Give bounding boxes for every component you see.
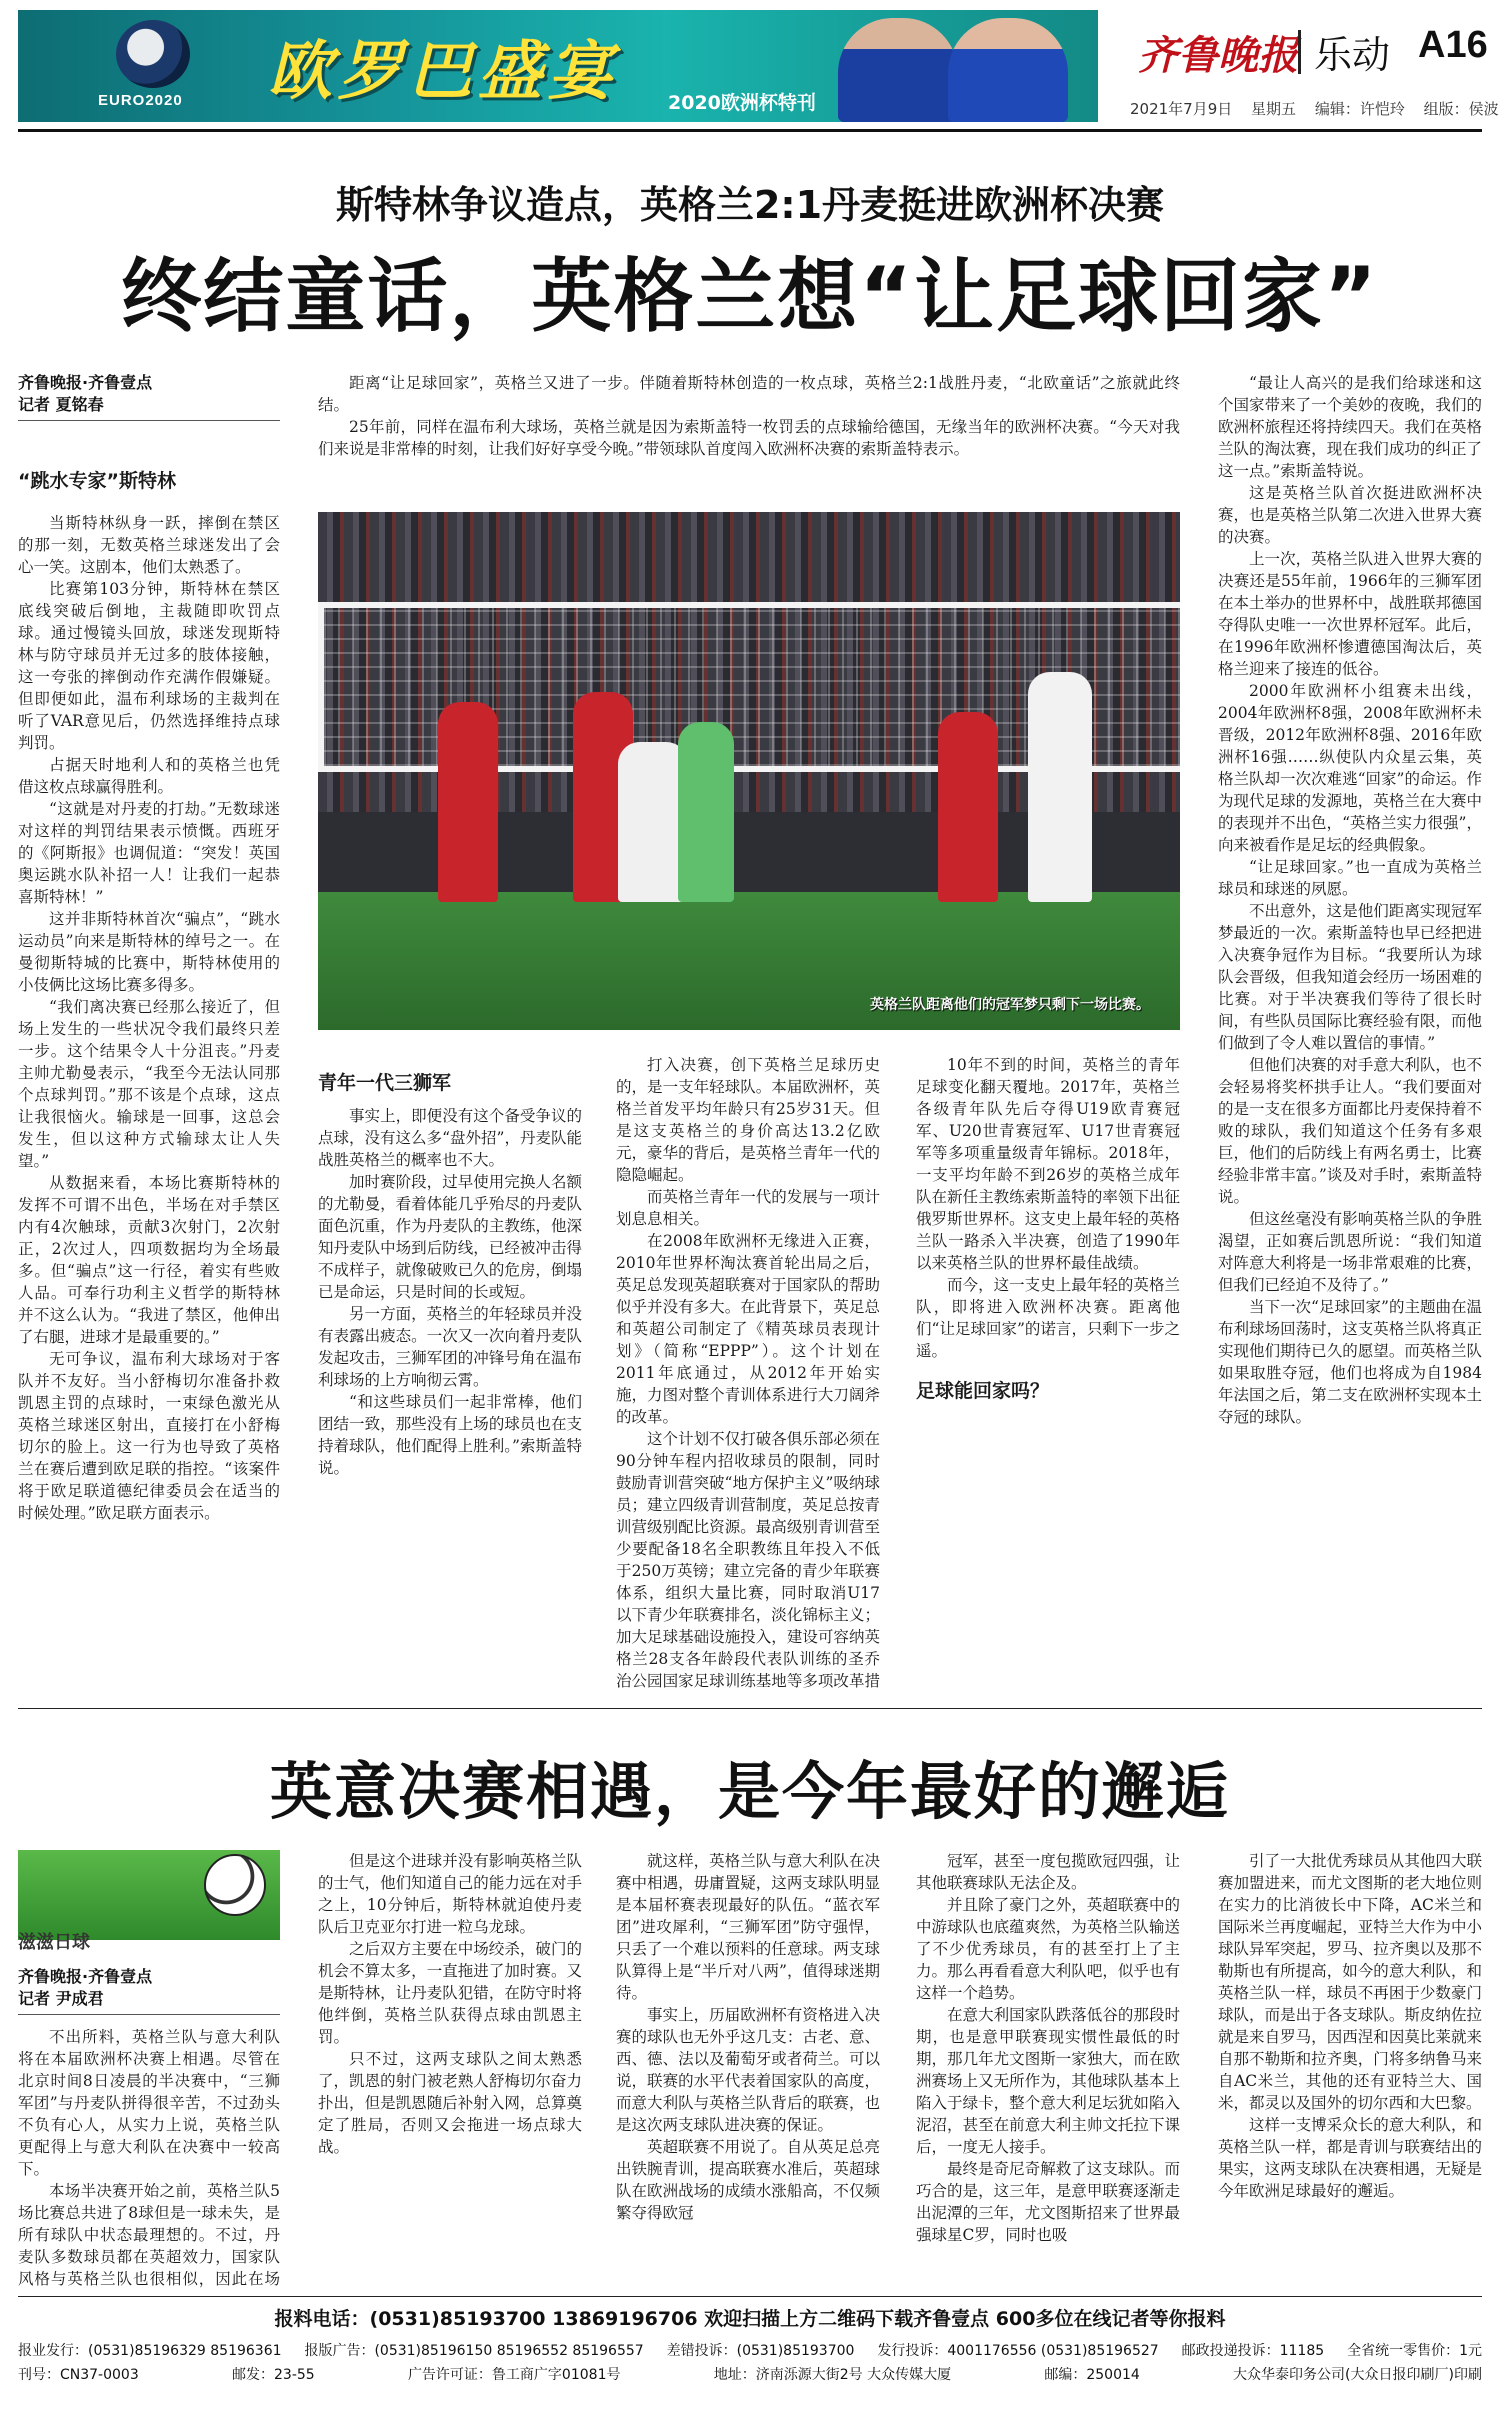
article-column-1 bbox=[18, 512, 280, 1692]
logo-text: EURO2020 bbox=[98, 92, 183, 109]
paragraph: 上一次，英格兰队进入世界大赛的决赛还是55年前，1966年的三狮军团在本土举办的世界杯中，战胜联邦德国夺得队史唯一一次世界杯冠军。此后，在1996年欧洲杯惨遭德国淘汰后，英格兰迎来了接连的低谷。 bbox=[1218, 550, 1482, 678]
paragraph: 这是英格兰队首次挺进欧洲杯决赛，也是英格兰队第二次进入世界大赛的决赛。 bbox=[1218, 484, 1482, 546]
paragraph: 无可争议，温布利大球场对于客队并不友好。当小舒梅切尔准备扑救凯恩主罚的点球时，一束绿色激光从英格兰球迷区射出，直接打在小舒梅切尔的脸上。这一行为也导致了英格兰在赛后遭到欧足联的指控。“该案件将于欧足联道德纪律委员会在适当的时候处理。”欧足联方面表示。 bbox=[18, 1350, 280, 1522]
paragraph: 只不过，这两支球队之间太熟悉了，凯恩的射门被老熟人舒梅切尔奋力扑出，但是凯恩随后补射入网，总算奠定了胜局，否则又会拖进一场点球大战。 bbox=[318, 2050, 582, 2156]
paragraph: 就这样，英格兰队与意大利队在决赛中相遇，毋庸置疑，这两支球队明显是本届杯赛表现最好的队伍。“蓝衣军团”进攻犀利，“三狮军团”防守强悍，只丢了一个难以预料的任意球。两支球队算得上是“半斤对八两”，值得球迷期待。 bbox=[616, 1852, 880, 2002]
photo-caption: 英格兰队距离他们的冠军梦只剩下一场比赛。 bbox=[870, 997, 1150, 1013]
date-line bbox=[1130, 98, 1500, 119]
paragraph: 但这丝毫没有影响英格兰队的争胜渴望，正如赛后凯恩所说：“我们知道对阵意大利将是一场非常艰难的比赛，但我们已经迫不及待了。” bbox=[1218, 1210, 1482, 1294]
player-figure bbox=[938, 712, 998, 902]
page-number: A16 bbox=[1418, 24, 1488, 66]
footer-item: 发行投诉：4001176556 (0531)85196527 bbox=[877, 2343, 1159, 2359]
euro-banner bbox=[18, 10, 1098, 122]
paragraph: 加时赛阶段，过早使用完换人名额的尤勒曼，看着体能几乎殆尽的丹麦队面色沉重，作为丹麦队的主教练，他深知丹麦队中场到后防线，已经被冲击得不成样子，就像破败已久的危房，倒塌已是命运，只是时间的长或短。 bbox=[318, 1173, 582, 1301]
footer-item: 大众华泰印务公司(大众日报印刷厂)印刷 bbox=[1233, 2367, 1482, 2383]
paragraph: 而今，这一支史上最年轻的英格兰队，即将进入欧洲杯决赛。距离他们“让足球回家”的诺言，只剩下一步之遥。 bbox=[916, 1276, 1180, 1360]
paragraph: 当下一次“足球回家”的主题曲在温布利球场回荡时，这支英格兰队将真正实现他们期待已久的愿望。而英格兰队如果取胜夺冠，他们也将成为自1984年法国之后，第二支在欧洲杯实现本土夺冠的球队。 bbox=[1218, 1298, 1482, 1426]
paragraph: 不出所料，英格兰队与意大利队将在本届欧洲杯决赛上相遇。尽管在北京时间8日凌晨的半决赛中，“三狮军团”与丹麦队拼得很辛苦，不过劲头不负有心人，从实力上说，英格兰队更配得上与意大利队在决赛中一较高下。 bbox=[18, 2028, 280, 2178]
paragraph: 但他们决赛的对手意大利队，也不会轻易将奖杯拱手让人。“我们要面对的是一支在很多方面都比丹麦保持着不败的球队，我们知道这个任务有多艰巨，他们的后防线上有两名勇士，比赛经验非常丰富。”谈及对手时，索斯盖特说。 bbox=[1218, 1056, 1482, 1206]
footer-divider bbox=[18, 2296, 1482, 2297]
player-figure bbox=[838, 18, 958, 122]
section-name: 乐动 bbox=[1314, 33, 1391, 77]
paragraph: 并且除了豪门之外，英超联赛中的中游球队也底蕴爽然，为英格兰队输送了不少优秀球员，有的甚至打上了主力。那么再看看意大利队吧，似乎也有这样一个趋势。 bbox=[916, 1896, 1180, 2002]
footer-item: 全省统一零售价：1元 bbox=[1347, 2343, 1482, 2359]
paragraph: 而英格兰青年一代的发展与一项计划息息相关。 bbox=[616, 1188, 880, 1228]
footer-item: 广告许可证：鲁工商广字01081号 bbox=[407, 2367, 621, 2383]
footer bbox=[18, 2304, 1482, 2387]
article2-column-2 bbox=[318, 1850, 582, 2292]
footer-item: 邮发：23-55 bbox=[232, 2367, 315, 2383]
article-column-2 bbox=[318, 1054, 582, 1694]
paragraph: 但是这个进球并没有影响英格兰队的士气，他们知道自己的能力远在对手之上，10分钟后，斯特林就迫使丹麦队后卫克亚尔打进一粒乌龙球。 bbox=[318, 1852, 582, 1936]
hotline: 报料电话：(0531)85193700 13869196706 欢迎扫描上方二维码下载齐鲁壹点 600多位在线记者等你报料 bbox=[274, 2308, 1226, 2330]
article-column-4 bbox=[916, 1054, 1180, 1694]
footer-item: 邮编：250014 bbox=[1044, 2367, 1140, 2383]
football-icon bbox=[204, 1854, 266, 1916]
editor: 编辑：许恺玲 bbox=[1314, 100, 1405, 118]
player-figure bbox=[438, 702, 498, 902]
header-divider bbox=[1298, 30, 1301, 74]
section-divider bbox=[18, 1708, 1482, 1709]
byline-reporter: 记者 夏铭春 bbox=[18, 395, 104, 414]
byline bbox=[18, 1966, 280, 2010]
banner-title: 欧罗巴盛宴 bbox=[268, 34, 618, 109]
article-intro bbox=[318, 372, 1180, 504]
paragraph: 在意大利国家队跌落低谷的那段时期，也是意甲联赛现实惯性最低的时期，那几年尤文图斯一家独大，而在欧洲赛场上又无所作为，其他球队基本上陷入于绿卡，整个意大利足坛犹如陷入泥沼，甚至在前意大利主帅文托拉下课后，一度无人接手。 bbox=[916, 2006, 1180, 2156]
euro2020-logo bbox=[78, 16, 228, 116]
paragraph: 最终是奇尼奇解救了这支球队。而巧合的是，这三年，是意甲联赛逐渐走出泥潭的三年，尤文图斯招来了世界最强球星C罗，同时也吸 bbox=[916, 2160, 1180, 2244]
paragraph: “让足球回家。”也一直成为英格兰球员和球迷的夙愿。 bbox=[1218, 858, 1482, 898]
paragraph: “最让人高兴的是我们给球迷和这个国家带来了一个美妙的夜晚，我们的欧洲杯旅程还将持续四天。我们在英格兰队的淘汰赛，现在我们成功的纠正了这一点。”索斯盖特说。 bbox=[1218, 374, 1482, 480]
article2-column-3 bbox=[616, 1850, 880, 2292]
article2-column-5 bbox=[1218, 1850, 1482, 2292]
newspaper-name: 齐鲁晚报 bbox=[1138, 32, 1298, 79]
paragraph: 另一方面，英格兰的年轻球员并没有表露出疲态。一次又一次向着丹麦队发起攻击，三狮军团的冲锋号角在温布利球场的上方响彻云霄。 bbox=[318, 1305, 582, 1389]
paragraph: 距离“让足球回家”，英格兰又进了一步。伴随着斯特林创造的一枚点球，英格兰2:1战胜丹麦，“北欧童话”之旅就此终结。 bbox=[318, 374, 1180, 414]
divider bbox=[18, 2014, 280, 2015]
paragraph: 英超联赛不用说了。自从英足总亮出铁腕青训，提高联赛水准后，英超球队在欧洲战场的成绩水涨船高，不仅频繁夺得欧冠 bbox=[616, 2138, 880, 2222]
paragraph: 引了一大批优秀球员从其他四大联赛加盟进来，而尤文图斯的老大地位则在实力的比消彼长中下降，AC米兰和国际米兰再度崛起，亚特兰大作为中小球队异军突起，罗马、拉齐奥以及那不勒斯也有所提高，如今的意大利队，和英格兰队一样，球员不再困于少数豪门球队，而是出于各支球队。斯皮纳佐拉就是来自罗马，因西涅和因莫比莱就来自那不勒斯和拉齐奥，门将多纳鲁马来自AC米兰，其他的还有亚特兰大、国米，都灵以及国外的切尔西和大巴黎。 bbox=[1218, 1852, 1482, 2112]
article2-headline: 英意决赛相遇，是今年最好的邂逅 bbox=[269, 1755, 1230, 1828]
column-tag-image bbox=[18, 1850, 280, 1940]
article-column-5 bbox=[1218, 372, 1482, 1694]
trophy-icon bbox=[116, 20, 190, 88]
paragraph: 2000年欧洲杯小组赛未出线，2004年欧洲杯8强，2008年欧洲杯未晋级，2012年欧洲杯8强、2016年欧洲杯16强……纵使队内众星云集，英格兰队却一次次难逃“回家”的命运。作为现代足球的发源地，英格兰在大赛中的表现并不出色，“英格兰实力很强”，向来被看作是足坛的经典假象。 bbox=[1218, 682, 1482, 854]
paragraph: 本场半决赛开始之前，英格兰队5场比赛总共进了8球但是一球未失，是所有球队中状态最理想的。不过，丹麦队多数球员都在英超效力，国家队风格与英格兰队也很相似，因此在场 bbox=[18, 2182, 280, 2288]
paragraph: 这并非斯特林首次“骗点”，“跳水运动员”向来是斯特林的绰号之一。在曼彻斯特城的比赛中，斯特林使用的小伎俩比这场比赛多得多。 bbox=[18, 910, 280, 994]
players-photo bbox=[798, 10, 1098, 122]
paragraph: 25年前，同样在温布利大球场，英格兰就是因为索斯盖特一枚罚丢的点球输给德国，无缘当年的欧洲杯决赛。“今天对我们来说是非常棒的时刻，让我们好好享受今晚。”带领球队首度闯入欧洲杯决赛的索斯盖特表示。 bbox=[318, 418, 1180, 458]
article-kicker: 斯特林争议造点，英格兰2:1丹麦挺进欧洲杯决赛 bbox=[335, 183, 1165, 227]
footer-item: 刊号：CN37-0003 bbox=[18, 2367, 139, 2383]
banner-subtitle: 2020欧洲杯特刊 bbox=[668, 92, 816, 114]
paragraph: 事实上，历届欧洲杯有资格进入决赛的球队也无外乎这几支：古老、意、西、德、法以及葡萄牙或者荷兰。可以说，联赛的水平代表着国家队的高度，而意大利队与英格兰队背后的联赛，也是这次两支球队进决赛的保证。 bbox=[616, 2006, 880, 2134]
subheading: “跳水专家”斯特林 bbox=[18, 470, 176, 492]
column-tag: 滋滋日球 bbox=[18, 1932, 90, 1953]
footer-row-2 bbox=[18, 2363, 1482, 2387]
paragraph: 10年不到的时间，英格兰的青年足球变化翻天覆地。2017年，英格兰各级青年队先后夺得U19欧青赛冠军、U20世青赛冠军、U17世青赛冠军等多项重量级青年锦标。2018年，一支平均年龄不到26岁的英格兰成年队在新任主教练索斯盖特的率领下出征俄罗斯世界杯。这支史上最年轻的英格兰队一路杀入半决赛，创造了1990年以来英格兰队的世界杯最佳战绩。 bbox=[916, 1056, 1180, 1272]
article-headline: 终结童话，英格兰想“让足球回家” bbox=[121, 250, 1379, 343]
paragraph: 从数据来看，本场比赛斯特林的发挥不可谓不出色，半场在对手禁区内有4次触球，贡献3次射门，2次射正，2次过人，四项数据均为全场最多。但“骗点”这一行径，着实有些败人品。可奉行功利主义哲学的斯特林并不这么认为。“我进了禁区，他伸出了右腿，进球才是最重要的。” bbox=[18, 1174, 280, 1346]
player-figure bbox=[1028, 672, 1092, 902]
paragraph: “我们离决赛已经那么接近了，但场上发生的一些状况令我们最终只差一步。这个结果令人十分沮丧。”丹麦主帅尤勒曼表示，“我至今无法认同那个点球判罚。”那不该是个点球，这点让我很恼火。输球是一回事，这总会发生，但以这种方式输球太让人失望。” bbox=[18, 998, 280, 1170]
divider bbox=[18, 420, 280, 421]
paragraph: 事实上，即便没有这个备受争议的点球，没有这么多“盘外招”，丹麦队能战胜英格兰的概率也不大。 bbox=[318, 1107, 582, 1169]
article2-column-4 bbox=[916, 1850, 1180, 2292]
paragraph: 打入决赛，创下英格兰足球历史的，是一支年轻球队。本届欧洲杯，英格兰首发平均年龄只有25岁31天。但是这支英格兰的身价高达13.2亿欧元，豪华的背后，是英格兰青年一代的隐隐崛起。 bbox=[616, 1056, 880, 1184]
goalkeeper-figure bbox=[678, 722, 734, 902]
byline-org: 齐鲁晚报·齐鲁壹点 bbox=[18, 373, 153, 392]
footer-item: 差错投诉：(0531)85193700 bbox=[666, 2343, 855, 2359]
issue-date: 2021年7月9日 bbox=[1130, 100, 1233, 118]
masthead bbox=[18, 10, 1499, 132]
paragraph: “和这些球员们一起非常棒，他们团结一致，那些没有上场的球员也在支持着球队，他们配得上胜利。”索斯盖特说。 bbox=[318, 1393, 582, 1477]
byline bbox=[18, 372, 280, 416]
paragraph: 比赛第103分钟，斯特林在禁区底线突破后倒地，主裁随即吹罚点球。通过慢镜头回放，球迷发现斯特林与防守球员并无过多的肢体接触，这一夸张的摔倒动作充满作假嫌疑。但即便如此，温布利球场的主裁判在听了VAR意见后，仍然选择维持点球判罚。 bbox=[18, 580, 280, 752]
paragraph: 这样一支博采众长的意大利队，和英格兰队一样，都是青训与联赛结出的果实，这两支球队在决赛相遇，无疑是今年欧洲足球最好的邂逅。 bbox=[1218, 2116, 1482, 2200]
footer-item: 报业发行：(0531)85196329 85196361 bbox=[18, 2343, 282, 2359]
paragraph: 冠军，甚至一度包揽欧冠四强，让其他联赛球队无法企及。 bbox=[916, 1852, 1180, 1892]
footer-item: 邮政投递投诉：11185 bbox=[1181, 2343, 1325, 2359]
paragraph: 不出意外，这是他们距离实现冠军梦最近的一次。索斯盖特也早已经把进入决赛争冠作为目标。“我要所认为球队会晋级，但我知道会经历一场困难的比赛。对于半决赛我们等待了很长时间，有些队员国际比赛经验有限，而他们做到了令人难以置信的事情。” bbox=[1218, 902, 1482, 1052]
article2-column-1 bbox=[18, 2026, 280, 2292]
match-photo bbox=[318, 512, 1180, 1030]
footer-item: 地址：济南泺源大街2号 大众传媒大厦 bbox=[713, 2367, 952, 2383]
paragraph: 占据天时地利人和的英格兰也凭借这枚点球赢得胜利。 bbox=[18, 756, 280, 796]
paragraph: 这个计划不仅打破各俱乐部必须在90分钟车程内招收球员的限制，同时鼓励青训营突破“地方保护主义”吸纳球员；建立四级青训营制度，英足总按青训营级别配比资源。最高级别青训营至少要配备18名全职教练且年投入不低于250万英镑；建立完备的青少年联赛体系，组织大量比赛，同时取消U17以下青少年联赛排名，淡化锦标主义；加大足球基础设施投入，建设可容纳英格兰28支各年龄段代表队训练的圣乔治公园国家足球训练基地等多项改革措 bbox=[616, 1430, 880, 1690]
article-column-3 bbox=[616, 1054, 880, 1694]
subheading: 足球能回家吗？ bbox=[916, 1380, 1050, 1402]
player-figure bbox=[948, 18, 1068, 122]
paragraph: 之后双方主要在中场绞杀，破门的机会不算太多，一直拖进了加时赛。又是斯特林，让丹麦队犯错，在防守时将他绊倒，英格兰队获得点球由凯恩主罚。 bbox=[318, 1940, 582, 2046]
weekday: 星期五 bbox=[1251, 100, 1297, 118]
paragraph: “这就是对丹麦的打劫。”无数球迷对这样的判罚结果表示愤慨。西班牙的《阿斯报》也调侃道：“突发！英国奥运跳水队补招一人！让我们一起恭喜斯特林！” bbox=[18, 800, 280, 906]
byline-org: 齐鲁晚报·齐鲁壹点 bbox=[18, 1967, 153, 1986]
footer-row-1 bbox=[18, 2339, 1482, 2363]
subheading: 青年一代三狮军 bbox=[318, 1072, 452, 1094]
paragraph: 在2008年欧洲杯无缘进入正赛，2010年世界杯淘汰赛首轮出局之后，英足总发现英超联赛对于国家队的帮助似乎并没有多大。在此背景下，英足总和英超公司制定了《精英球员表现计划》（简称“EPPP”）。这个计划在2011年底通过，从2012年开始实施，力图对整个青训体系进行大刀阔斧的改革。 bbox=[616, 1232, 880, 1426]
paragraph: 当斯特林纵身一跃，摔倒在禁区的那一刻，无数英格兰球迷发出了会心一笑。这剧本，他们太熟悉了。 bbox=[18, 514, 280, 576]
footer-item: 报版广告：(0531)85196150 85196552 85196557 bbox=[304, 2343, 644, 2359]
layout-editor: 组版：侯波 bbox=[1423, 100, 1499, 118]
byline-reporter: 记者 尹成君 bbox=[18, 1989, 104, 2008]
